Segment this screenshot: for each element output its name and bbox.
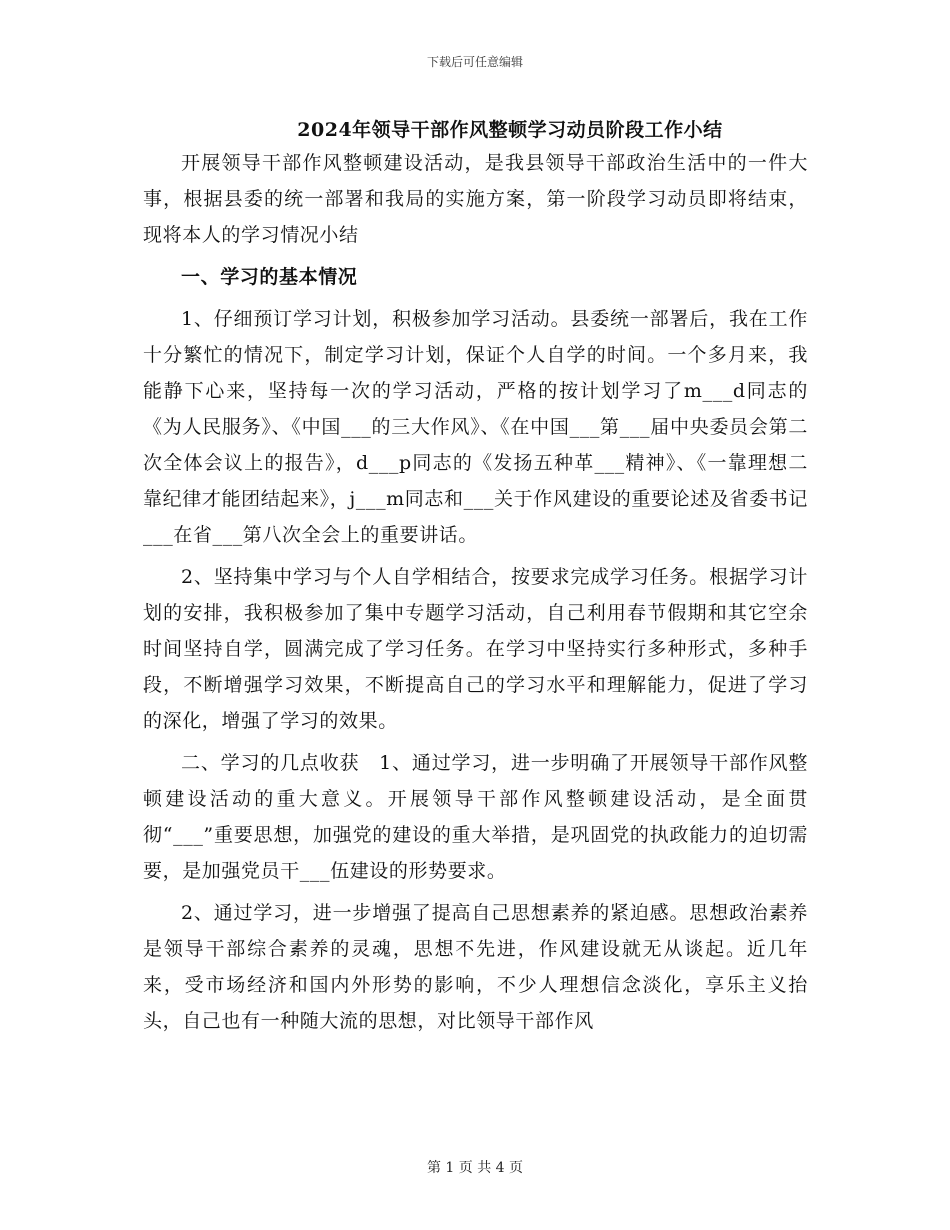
paragraph-gains-urgency: 2、通过学习，进一步增强了提高自己思想素养的紧迫感。思想政治素养是领导干部综合素养的灵魂，思想不先进，作风建设就无从谈起。近几年来，受市场经济和国内外形势的影响，不少人理想信念淡化，享乐主义抬头，自己也有一种随大流的思想，对比领导干部作风	[143, 902, 808, 1032]
page-footer: 第 1 页 共 4 页	[426, 1160, 524, 1176]
document-body	[143, 145, 808, 1045]
section-heading-basic-situation: 一、学习的基本情况	[181, 266, 358, 288]
paragraph-gains-significance: 二、学习的几点收获 1、通过学习，进一步明确了开展领导干部作风整顿建设活动的重大意义。开展领导干部作风整顿建设活动，是全面贯彻“___”重要思想，加强党的建设的重大举措，是巩固党的执政能力的迫切需要，是加强党员干___伍建设的形势要求。	[143, 752, 808, 882]
intro-paragraph: 开展领导干部作风整顿建设活动，是我县领导干部政治生活中的一件大事，根据县委的统一部署和我局的实施方案，第一阶段学习动员即将结束，现将本人的学习情况小结	[143, 152, 808, 246]
paragraph-combined-study: 2、坚持集中学习与个人自学相结合，按要求完成学习任务。根据学习计划的安排，我积极参加了集中专题学习活动，自己利用春节假期和其它空余时间坚持自学，圆满完成了学习任务。在学习中坚持实行多种形式，多种手段，不断增强学习效果，不断提高自己的学习水平和理解能力，促进了学习的深化，增强了学习的效果。	[143, 566, 808, 732]
document-title: 2024年领导干部作风整顿学习动员阶段工作小结	[297, 119, 723, 141]
paragraph-study-plan: 1、仔细预订学习计划，积极参加学习活动。县委统一部署后，我在工作十分繁忙的情况下，制定学习计划，保证个人自学的时间。一个多月来，我能静下心来，坚持每一次的学习活动，严格的按计划学习了m___d同志的《为人民服务》、《中国___的三大作风》、《在中国___第___届中央委员会第二次全体会议上的报告》，d___p同志的《发扬五种革___精神》、《一靠理想二靠纪律才能团结起来》，j___m同志和___关于作风建设的重要论述及省委书记___在省___第八次全会上的重要讲话。	[143, 308, 808, 546]
header-note: 下载后可任意编辑	[426, 55, 523, 69]
